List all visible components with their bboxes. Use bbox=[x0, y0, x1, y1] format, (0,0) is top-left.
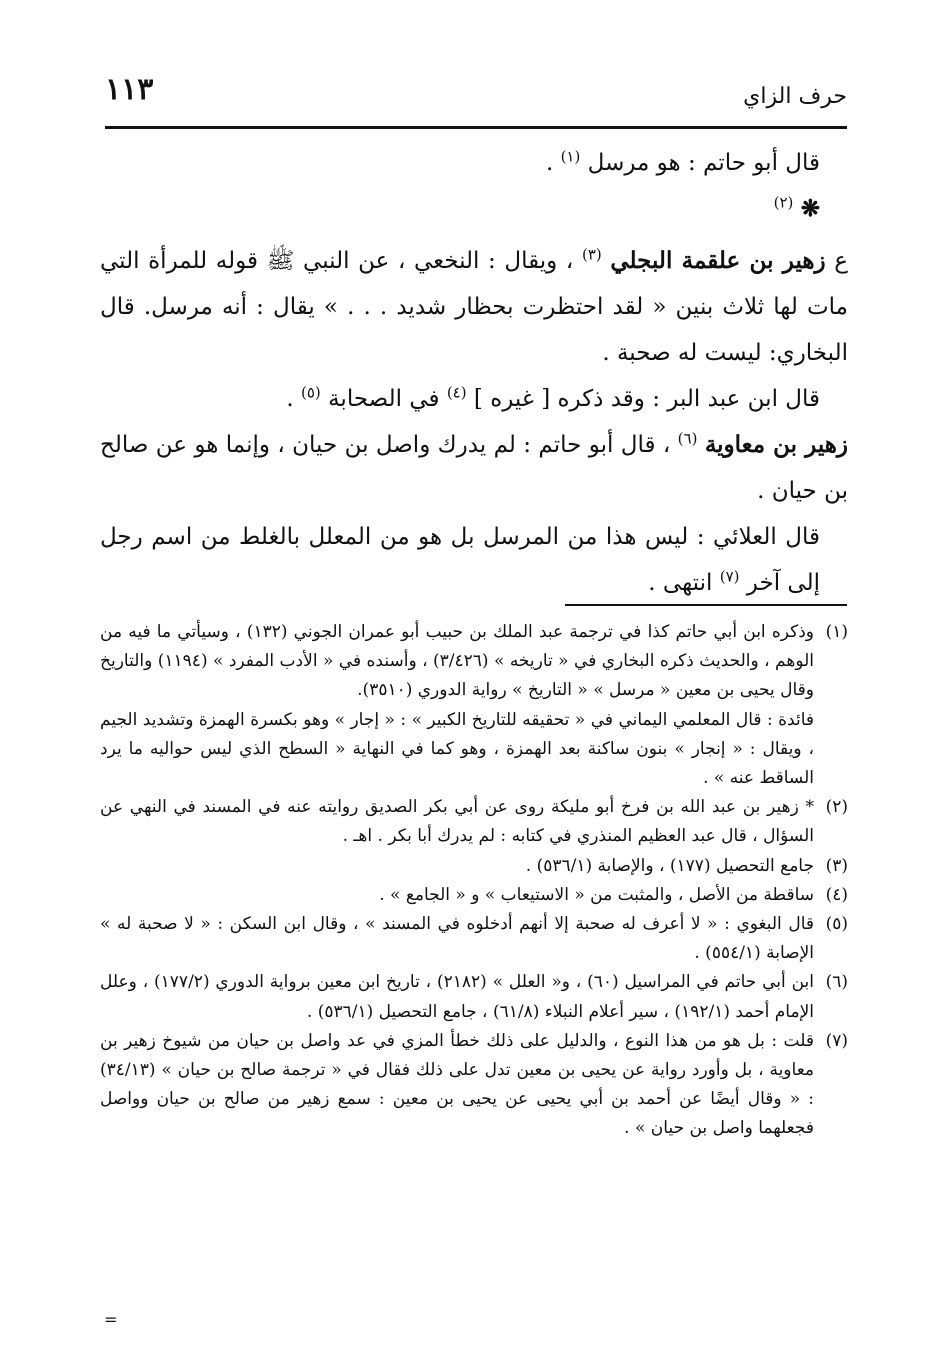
narrator-name: زهير بن معاوية bbox=[704, 431, 849, 458]
footnote-ref: (١) bbox=[560, 147, 581, 166]
running-head: حرف الزاي bbox=[743, 84, 847, 109]
narrator-name: زهير بن علقمة البجلي bbox=[610, 247, 826, 274]
text-segment: . bbox=[545, 150, 561, 176]
footnote-number: (٥) bbox=[825, 914, 848, 935]
footnote-number: (١) bbox=[825, 622, 848, 642]
footnote-number: (٦) bbox=[825, 972, 848, 993]
footnote-text: فائدة : قال المعلمي اليماني في « تحقيقه للتاريخ الكبير » : « إجار » وهو بكسرة الهمزة وتشديد الجيم ، ويقال : « إنجار » بنون ساكنة بعد الهمزة ، وهو كما في النهاية « السطح الذي ليس حواليه ما يرد الساقط عنه » . bbox=[100, 709, 814, 789]
footnote-text: وذكره ابن أبي حاتم كذا في ترجمة عبد الملك بن حبيب أبو عمران الجوني (١٣٢) ، وسيأتي ما فيه من الوهم ، والحديث ذكره البخاري في « تاريخه » (٣/٤٢٦) ، وأسنده في « الأدب المفرد » (١١٩٤) والتاريخ وقال يحيى بن معين « مرسل » « التاريخ » رواية الدوري (٣٥١٠). bbox=[100, 622, 815, 701]
footnote-3 bbox=[100, 852, 848, 881]
text-segment: ع bbox=[825, 248, 848, 274]
page-number: ١١٣ bbox=[105, 72, 154, 107]
footnote-ref: (٤) bbox=[446, 383, 467, 402]
footnote-text: قلت : بل هو من هذا النوع ، والدليل على ذلك خطأ المزي في عد واصل بن حيان من شيوخ زهير بن معاوية ، بل وأورد رواية عن يحيى بن معين تدل على ذلك فقال في « ترجمة صالح بن حيان » (٣٤/١٣) : « وقال أيضًا عن أحمد بن أبي يحيى عن يحيى بن معين : سمع زهير من صالح بن حيان وواصل فجعلهما واصل بن حيان » . bbox=[100, 1030, 814, 1139]
footnote-1 bbox=[100, 618, 848, 706]
footnote-6 bbox=[100, 968, 848, 1026]
continuation-mark: = bbox=[104, 1310, 118, 1329]
asterisk-icon: ❋ bbox=[800, 195, 820, 222]
text-segment: قال أبو حاتم : هو مرسل bbox=[587, 150, 820, 176]
paragraph-3 bbox=[100, 376, 848, 422]
text-segment: ، ويقال : النخعي ، عن النبي ﷺ قوله للمرأة التي مات لها ثلاث بنين « لقد احتظرت بحظار شديد . . . » يقال : أنه مرسل. قال البخاري: ليست له صحبة . bbox=[100, 248, 848, 366]
footnote-5 bbox=[100, 910, 848, 968]
paragraph-1 bbox=[100, 140, 848, 186]
footnote-number: (٣) bbox=[825, 855, 848, 876]
footnote-ref: (٦) bbox=[677, 429, 698, 448]
text-segment: قال العلائي : ليس هذا من المرسل بل هو من المعلل بالغلط من اسم رجل إلى آخر bbox=[100, 524, 820, 596]
footnote-text: * زهير بن عبد الله بن فرخ أبو مليكة روى عن أبي بكر الصديق روايته عنه في المسند في النهي عن السؤال ، قال عبد العظيم المنذري في كتابه : لم يدرك أبا بكر . اهـ . bbox=[100, 797, 814, 847]
footnote-number: (٧) bbox=[825, 1030, 848, 1051]
footnote-ref: (٥) bbox=[301, 383, 321, 402]
footnote-number: (٢) bbox=[825, 797, 848, 818]
footnotes bbox=[100, 618, 848, 1144]
main-text bbox=[100, 140, 848, 606]
footnote-rule bbox=[565, 604, 847, 606]
paragraph-2 bbox=[100, 238, 848, 376]
footnote-7 bbox=[100, 1027, 848, 1144]
footnote-ref: (٧) bbox=[719, 567, 740, 586]
paragraph-4 bbox=[100, 422, 848, 514]
text-segment: في الصحابة bbox=[320, 386, 447, 412]
footnote-text: جامع التحصيل (١٧٧) ، والإصابة (٥٣٦/١) . bbox=[525, 855, 814, 876]
footnote-text: قال البغوي : « لا أعرف له صحبة إلا أنهم أدخلوه في المسند » ، وقال ابن السكن : « لا صحبة له » الإصابة (٥٥٤/١) . bbox=[100, 914, 814, 964]
footnote-number: (٤) bbox=[825, 884, 848, 905]
footnote-2 bbox=[100, 793, 848, 851]
text-segment: . bbox=[286, 386, 301, 412]
footnote-4 bbox=[100, 881, 848, 910]
paragraph-5 bbox=[100, 514, 848, 606]
footnote-ref: (٢) bbox=[773, 193, 794, 212]
footnote-text: ساقطة من الأصل ، والمثبت من « الاستيعاب » و « الجامع » . bbox=[379, 884, 814, 905]
footnote-ref: (٣) bbox=[581, 245, 602, 264]
text-segment: ، قال أبو حاتم : لم يدرك واصل بن حيان ، وإنما هو عن صالح بن حيان . bbox=[100, 432, 848, 504]
header-rule bbox=[105, 126, 847, 129]
footnote-text: ابن أبي حاتم في المراسيل (٦٠) ، و« العلل » (٢١٨٢) ، تاريخ ابن معين برواية الدوري (١٧٧/٢) ، وعلل الإمام أحمد (١٩٢/١) ، سير أعلام النبلاء (٦١/٨) ، جامع التحصيل (٥٣٦/١) . bbox=[100, 972, 814, 1022]
star-line bbox=[100, 186, 848, 232]
text-segment: انتهى . bbox=[648, 570, 720, 596]
text-segment: قال ابن عبد البر : وقد ذكره [ غيره ] bbox=[466, 386, 820, 412]
page-header bbox=[105, 72, 847, 122]
footnote-1-continuation bbox=[100, 706, 848, 794]
